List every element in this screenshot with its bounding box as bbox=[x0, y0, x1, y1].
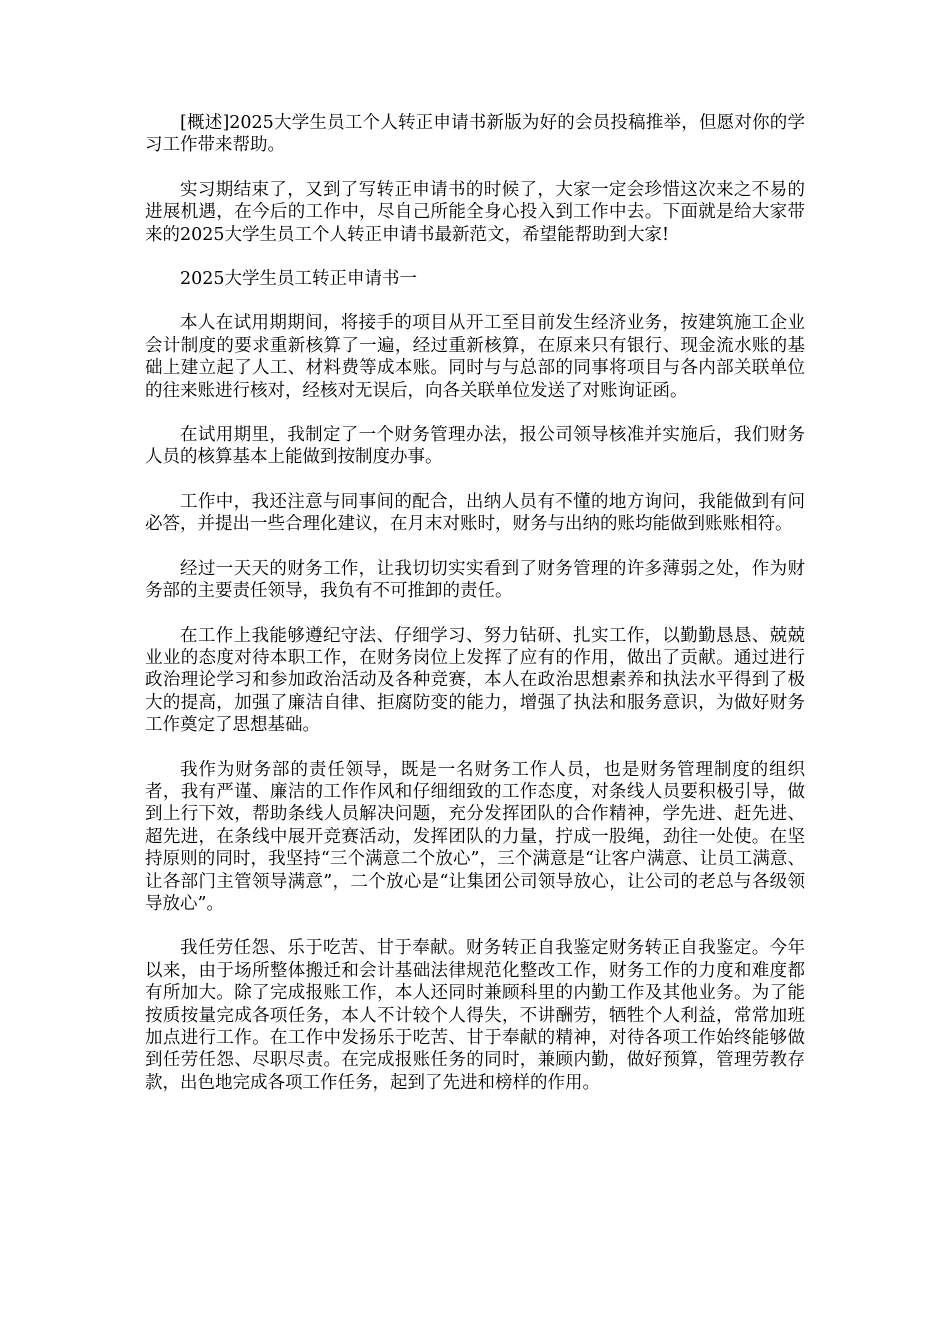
body-paragraph: 我作为财务部的责任领导，既是一名财务工作人员，也是财务管理制度的组织者，我有严谨、廉洁的工作作风和仔细细致的工作态度，对条线人员要积极引导，做到上行下效，帮助条线人员解决问题，充分发挥团队的合作精神，学先进、赶先进、超先进，在条线中展开竞赛活动，发挥团队的力量，拧成一股绳，劲往一处使。在坚持原则的同时，我坚持“三个满意二个放心”，三个满意是“让客户满意、让员工满意、让各部门主管领导满意”，二个放心是“让集团公司领导放心，让公司的老总与各级领导放心”。 bbox=[145, 759, 805, 914]
document-page bbox=[145, 112, 805, 1116]
section-heading: 2025大学生员工转正申请书一 bbox=[180, 269, 418, 290]
body-paragraph: 在试用期里，我制定了一个财务管理办法，报公司领导核准并实施后，我们财务人员的核算基本上能做到按制度办事。 bbox=[145, 425, 805, 468]
body-paragraph: 工作中，我还注意与同事间的配合，出纳人员有不懂的地方询问，我能做到有问必答，并提出一些合理化建议，在月末对账时，财务与出纳的账均能做到账账相符。 bbox=[145, 491, 805, 535]
body-paragraph: 我任劳任怨、乐于吃苦、甘于奉献。财务转正自我鉴定财务转正自我鉴定。今年以来，由于场所整体搬迁和会计基础法律规范化整改工作，财务工作的力度和难度都有所加大。除了完成报账工作，本人还同时兼顾科里的内勤工作及其他业务。为了能按质按量完成各项任务，本人不计较个人得失，不讲酬劳，牺牲个人利益，常常加班加点进行工作。在工作中发扬乐于吃苦、甘于奉献的精神，对待各项工作始终能够做到任劳任怨、尽职尽责。在完成报账任务的同时，兼顾内勤，做好预算，管理劳教存款，出色地完成各项工作任务，起到了先进和榜样的作用。 bbox=[145, 938, 805, 1093]
summary-paragraph: [概述]2025大学生员工个人转正申请书新版为好的会员投稿推举，但愿对你的学习工作带来帮助。 bbox=[145, 113, 805, 156]
intro-paragraph: 实习期结束了，又到了写转正申请书的时候了，大家一定会珍惜这次来之不易的进展机遇，在今后的工作中，尽自己所能全身心投入到工作中去。下面就是给大家带来的2025大学生员工个人转正申请书最新范文，希望能帮助到大家! bbox=[145, 179, 805, 245]
body-paragraph: 在工作上我能够遵纪守法、仔细学习、努力钻研、扎实工作，以勤勤恳恳、兢兢业业的态度对待本职工作，在财务岗位上发挥了应有的作用，做出了贡献。通过进行政治理论学习和参加政治活动及各种竞赛，本人在政治思想素养和执法水平得到了极大的提高，加强了廉洁自律、拒腐防变的能力，增强了执法和服务意识，为做好财务工作奠定了思想基础。 bbox=[145, 625, 805, 736]
body-paragraph: 本人在试用期期间，将接手的项目从开工至目前发生经济业务，按建筑施工企业会计制度的要求重新核算了一遍，经过重新核算，在原来只有银行、现金流水账的基础上建立起了人工、材料费等成本账。同时与与总部的同事将项目与各内部关联单位的往来账进行核对，经核对无误后，向各关联单位发送了对账询证函。 bbox=[145, 313, 805, 401]
body-paragraph: 经过一天天的财务工作，让我切切实实看到了财务管理的许多薄弱之处，作为财务部的主要责任领导，我负有不可推卸的责任。 bbox=[145, 558, 805, 602]
